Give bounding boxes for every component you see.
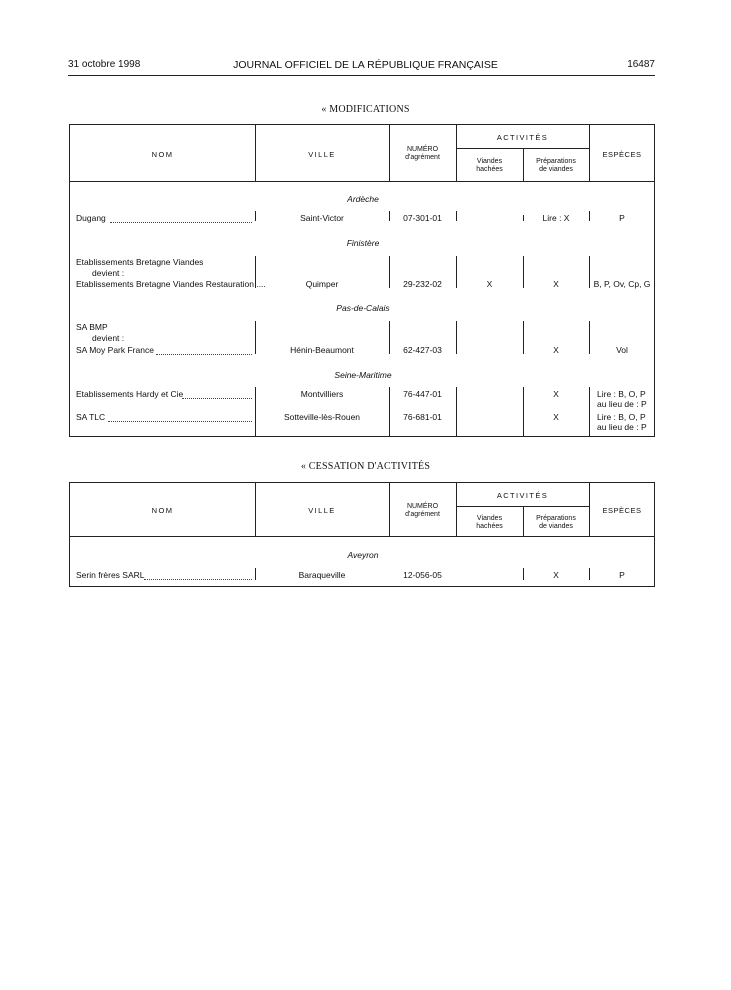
- row-ville: Sotteville-lès-Rouen: [283, 412, 361, 422]
- row-numero: 07-301-01: [403, 213, 442, 223]
- col-tick: [255, 387, 256, 436]
- leader-dots: [144, 579, 252, 580]
- row-ville: Saint-Victor: [300, 213, 344, 223]
- row-nom-l1: SA BMP: [76, 322, 108, 332]
- col-especes: ESPÈCES: [602, 506, 642, 515]
- leader-dots: [110, 222, 252, 223]
- activites-rule: [456, 506, 589, 507]
- col-preparations: [523, 158, 589, 174]
- row-prep: X: [553, 570, 559, 580]
- row-numero: 76-447-01: [403, 389, 442, 399]
- row-prep: X: [553, 279, 559, 289]
- modifications-table: [69, 124, 655, 437]
- col-prep-l1: Préparations: [536, 158, 576, 165]
- row-nom-l3: SA Moy Park France: [76, 345, 154, 355]
- header-bottom-rule: [70, 181, 654, 182]
- col-nom: NOM: [151, 506, 174, 515]
- row-ville: Quimper: [305, 279, 339, 289]
- dept-label: Ardèche: [347, 194, 379, 204]
- row-especes: Vol: [616, 345, 628, 355]
- col-numero-l1: NUMÉRO: [406, 503, 439, 510]
- col-viandes-l2: hachées: [476, 166, 503, 173]
- row-nom: Serin frères SARL: [76, 570, 145, 580]
- col-viandes: [456, 158, 523, 174]
- row-prep: X: [553, 389, 559, 399]
- col-tick: [589, 387, 590, 436]
- dept-label: Aveyron: [347, 550, 379, 560]
- col-ville: VILLE: [308, 150, 336, 159]
- header-rule: [68, 75, 655, 76]
- col-numero: [389, 146, 456, 162]
- col-especes: ESPÈCES: [602, 150, 642, 159]
- modifications-title: « MODIFICATIONS: [321, 104, 410, 115]
- row-ville: Hénin-Beaumont: [290, 345, 354, 355]
- leader-dots: [182, 398, 252, 399]
- col-viandes-l1: Viandes: [476, 158, 503, 165]
- col-viandes-l2: hachées: [476, 523, 503, 530]
- row-viandes: X: [486, 279, 493, 289]
- row-numero: 76-681-01: [403, 412, 442, 422]
- row-nom-l2: devient :: [92, 268, 125, 278]
- col-prep-l2: de viandes: [539, 523, 573, 530]
- col-preparations: [523, 515, 589, 531]
- page-number: 16487: [627, 59, 655, 70]
- header-date: 31 octobre 1998: [68, 59, 141, 70]
- col-numero-l2: d'agrément: [405, 511, 440, 518]
- col-tick: [456, 211, 457, 221]
- col-numero-l1: NUMÉRO: [406, 146, 439, 153]
- leader-dots: [156, 354, 252, 355]
- journal-title: JOURNAL OFFICIEL DE LA RÉPUBLIQUE FRANÇAISE: [233, 59, 498, 71]
- row-especes-l2: au lieu de : P: [597, 399, 647, 409]
- row-especes-l2: au lieu de : P: [597, 422, 647, 432]
- col-prep-l2: de viandes: [539, 166, 573, 173]
- row-especes: P: [619, 570, 625, 580]
- dept-label: Finistère: [346, 238, 380, 248]
- row-numero: 29-232-02: [403, 279, 442, 289]
- row-numero: 62-427-03: [403, 345, 442, 355]
- col-numero-l2: d'agrément: [405, 154, 440, 161]
- col-tick: [456, 387, 457, 436]
- row-ville: Montvilliers: [300, 389, 344, 399]
- col-prep-l1: Préparations: [536, 515, 576, 522]
- row-prep: X: [553, 412, 559, 422]
- leader-dots: [108, 421, 252, 422]
- row-ville: Baraqueville: [298, 570, 346, 580]
- row-prep: Lire : X: [542, 213, 570, 223]
- col-viandes-l1: Viandes: [476, 515, 503, 522]
- row-especes: B, P, Ov, Cp, G: [593, 279, 651, 289]
- col-nom: NOM: [151, 150, 174, 159]
- row-nom-l1: Etablissements Bretagne Viandes: [76, 257, 204, 267]
- activites-rule: [456, 148, 589, 149]
- header-bottom-rule: [70, 536, 654, 537]
- cessation-title: « CESSATION D'ACTIVITÉS: [300, 461, 431, 472]
- col-viandes: [456, 515, 523, 531]
- row-numero: 12-056-05: [403, 570, 442, 580]
- row-nom: Etablissements Hardy et Cie: [76, 389, 184, 399]
- row-especes-l1: Lire : B, O, P: [597, 412, 646, 422]
- dept-label: Seine-Maritime: [334, 370, 392, 380]
- row-especes-l1: Lire : B, O, P: [597, 389, 646, 399]
- col-tick: [456, 321, 457, 354]
- dept-label: Pas-de-Calais: [336, 303, 390, 313]
- col-ville: VILLE: [308, 506, 336, 515]
- col-tick: [389, 387, 390, 436]
- row-nom: Dugang: [76, 213, 106, 223]
- row-especes: P: [619, 213, 625, 223]
- cessation-table: [69, 482, 655, 587]
- col-activites: ACTIVITÉS: [496, 491, 549, 500]
- col-activites: ACTIVITÉS: [496, 133, 549, 142]
- row-nom: SA TLC: [76, 412, 106, 422]
- row-prep: X: [553, 345, 559, 355]
- row-nom-l2: devient :: [92, 333, 125, 343]
- row-nom-l3: Etablissements Bretagne Viandes Restauration ....: [76, 279, 266, 289]
- col-numero: [389, 503, 456, 519]
- col-tick: [523, 387, 524, 436]
